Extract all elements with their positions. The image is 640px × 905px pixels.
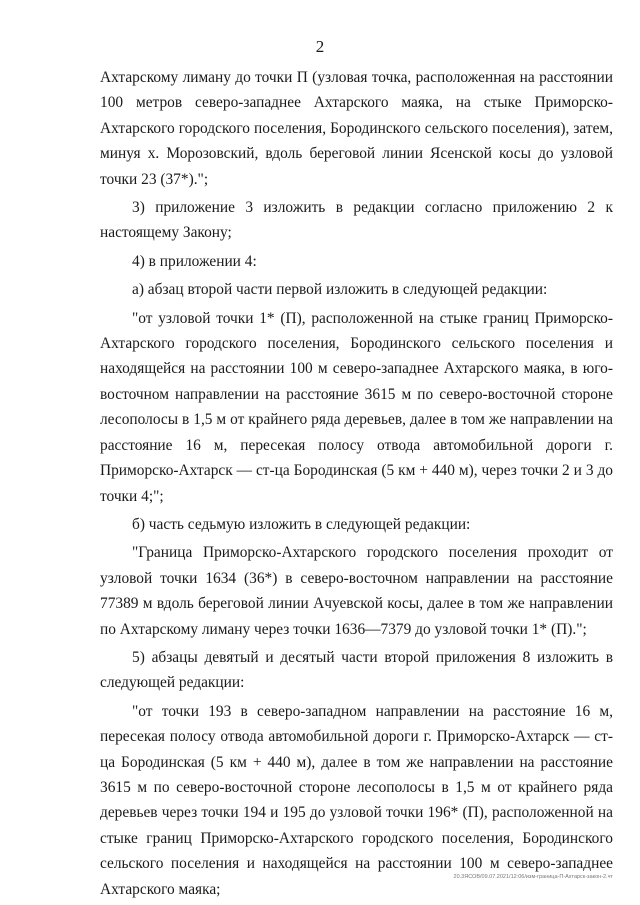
paragraph-continuation: Ахтарскому лиману до точки П (узловая точка, расположенная на расстоянии 100 метров северо-западнее Ахтарского маяка, на стыке Приморско-Ахтарского городского поселения, Бородинского сельского поселения), затем, минуя х. Морозовский, вдоль береговой линии Ясенской косы до узловой точки 23 (37*)."; <box>100 69 613 188</box>
paragraph-item-4b: б) часть седьмую изложить в следующей редакции: <box>132 515 471 533</box>
footer-document-code: 20.3ЯСОВ/09.07.2021/12:06/изм-граница-П-Ахтарск-закон-2.чт <box>453 874 613 880</box>
paragraph-item-5: 5) абзацы девятый и десятый части второй приложения 8 изложить в следующей редакции: <box>100 648 613 692</box>
paragraph-quote-4b: "Граница Приморско-Ахтарского городского поселения проходит от узловой точки 1634 (36*) в северо-восточном направлении на расстояние 77389 м вдоль береговой линии Ачуевской косы, далее в том же направлении по Ахтарскому лиману через точки 1636—7379 до узловой точки 1* (П)."; <box>100 544 613 638</box>
paragraph-item-4a: а) абзац второй части первой изложить в следующей редакции: <box>132 281 548 299</box>
paragraph-quote-4a: "от узловой точки 1* (П), расположенной на стыке границ Приморско-Ахтарского городского поселения, Бородинского сельского поселения и находящейся на расстоянии 100 м северо-западнее Ахтарского маяка, в юго-восточном направлении на расстояние 3615 м по северо-восточной стороне лесополосы в 1,5 м от крайнего ряда деревьев, далее в том же направлении на расстояние 16 м, пересекая полосу отвода автомобильной дороги г. Приморско-Ахтарск — ст-ца Бородинская (5 км + 440 м), через точки 2 и 3 до точки 4;"; <box>100 309 613 505</box>
page-number: 2 <box>315 37 325 56</box>
document-body <box>100 65 613 902</box>
paragraph-quote-5: "от точки 193 в северо-западном направлении на расстояние 16 м, пересекая полосу отвода автомобильной дороги г. Приморско-Ахтарск — ст-ца Бородинская (5 км + 440 м), далее в том же направлении на расстояние 3615 м по северо-восточной стороне лесополосы в 1,5 м от крайнего ряда деревьев через точки 194 и 195 до узловой точки 196* (П), расположенной на стыке границ Приморско-Ахтарского городского поселения, Бородинского сельского поселения и находящейся на расстоянии 100 м северо-западнее Ахтарского маяка; <box>100 702 613 898</box>
paragraph-item-4: 4) в приложении 4: <box>132 252 257 270</box>
paragraph-item-3: 3) приложение 3 изложить в редакции согласно приложению 2 к настоящему Закону; <box>100 199 613 242</box>
